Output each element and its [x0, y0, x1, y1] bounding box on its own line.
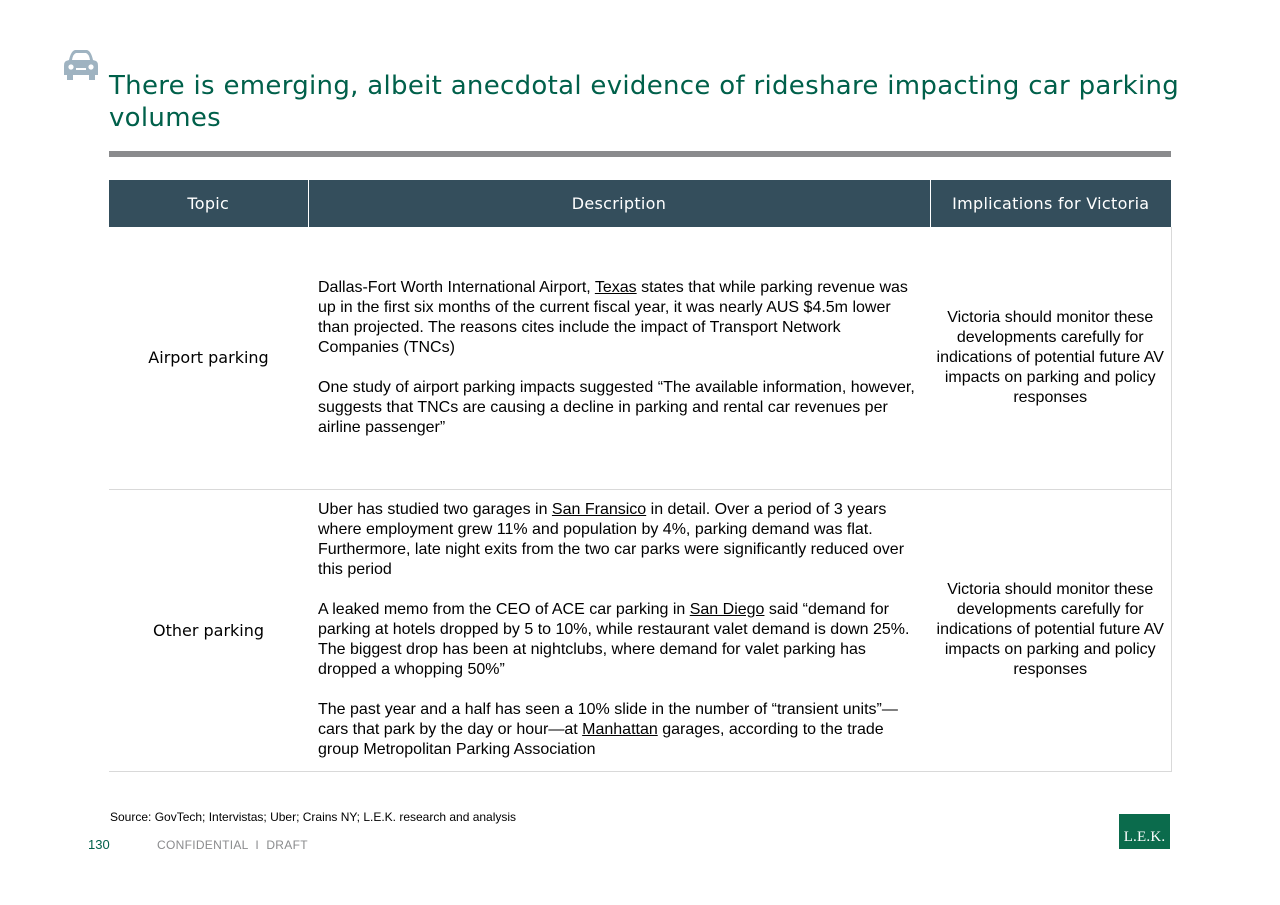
lek-logo: L.E.K. [1119, 814, 1170, 849]
table-row [109, 489, 1171, 771]
source-note: Source: GovTech; Intervistas; Uber; Crains NY; L.E.K. research and analysis [110, 810, 517, 824]
description-paragraph: One study of airport parking impacts suggested “The available information, however, suggests that TNCs are causing a decline in parking and rental car revenues per airline passenger” [318, 378, 915, 436]
header-description: Description [308, 180, 930, 227]
implication-cell: Victoria should monitor these developments carefully for indications of potential future AV impacts on parking and policy responses [930, 227, 1171, 489]
evidence-table [109, 180, 1172, 772]
topic-cell: Other parking [109, 489, 308, 771]
header-implications: Implications for Victoria [930, 180, 1171, 227]
san-fransico-link[interactable]: San Fransico [551, 501, 647, 518]
page-number: 130 [88, 837, 110, 852]
san-diego-link[interactable]: San Diego [689, 601, 765, 618]
texas-link[interactable]: Texas [594, 278, 637, 296]
topic-cell: Airport parking [109, 227, 308, 489]
title-divider [109, 151, 1171, 157]
description-paragraph: Dallas-Fort Worth International Airport, Texas states that while parking revenue was up in the first six months of the current fiscal year, it was nearly AUS $4.5m lower than projected. The reasons cites include the impact of Transport Network Companies (TNCs) [318, 278, 908, 356]
table-row [109, 227, 1171, 489]
implication-cell: Victoria should monitor these developments carefully for indications of potential future AV impacts on parking and policy responses [930, 489, 1171, 771]
description-cell [308, 489, 930, 771]
description-cell [308, 227, 930, 489]
description-paragraph: The past year and a half has seen a 10% slide in the number of “transient units”—cars that park by the day or hour—at Manhattan garages, according to the trade group Metropolitan Parking Association [318, 701, 898, 758]
header-topic: Topic [109, 180, 308, 227]
car-icon [63, 48, 99, 82]
description-paragraph: Uber has studied two garages in San Fransico in detail. Over a period of 3 years where employment grew 11% and population by 4%, parking demand was flat. Furthermore, late night exits from the two car parks were significantly reduced over this period [318, 501, 905, 578]
manhattan-link[interactable]: Manhattan [582, 721, 658, 738]
table-header-row [109, 180, 1171, 227]
description-paragraph: A leaked memo from the CEO of ACE car parking in San Diego said “demand for parking at hotels dropped by 5 to 10%, while restaurant valet demand is down 25%. The biggest drop has been at nightclubs, where demand for valet parking has dropped a whopping 50%” [318, 601, 910, 678]
page-title: There is emerging, albeit anecdotal evidence of rideshare impacting car parking volumes [109, 71, 1180, 133]
confidential-label: CONFIDENTIAL I DRAFT [157, 838, 308, 852]
